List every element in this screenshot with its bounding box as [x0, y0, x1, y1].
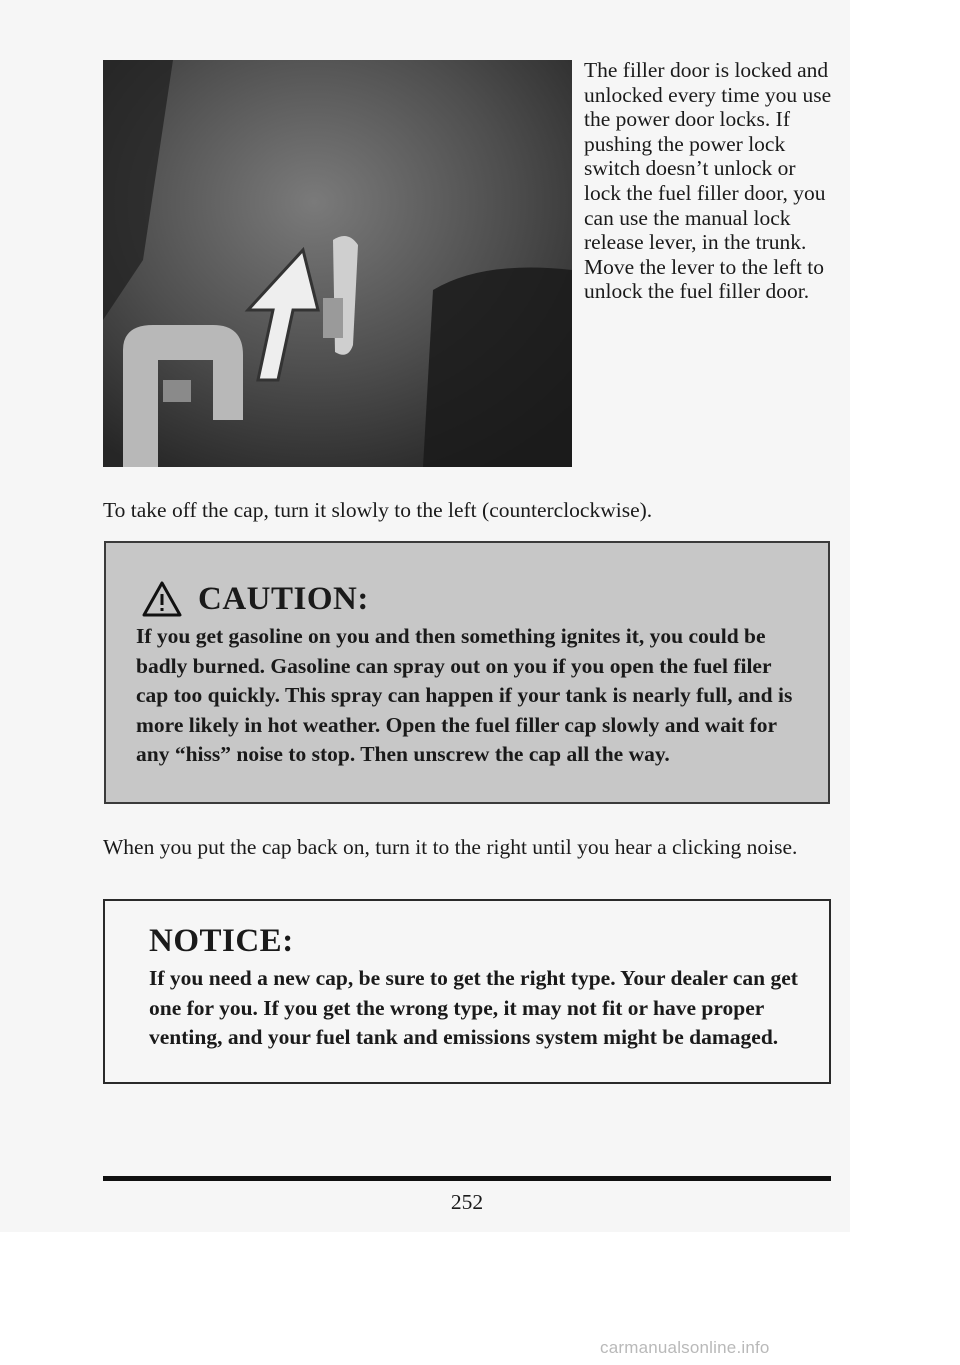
notice-text: If you need a new cap, be sure to get the right type. Your dealer can get one for you. If you get the wrong type, it may not fit or have proper venting, and your fuel tank and emissions system might be damaged.	[149, 966, 798, 1049]
page-number: 252	[450, 1190, 484, 1214]
trunk-release-lever-photo	[103, 60, 572, 467]
lever-photo-illustration	[103, 60, 572, 467]
caution-box	[104, 541, 830, 804]
caution-text: If you get gasoline on you and then something ignites it, you could be badly burned. Gasoline can spray out on you if you open the fuel filer cap too quickly. This spray can happen if your tank is nearly full, and is more likely in hot weather. Open the fuel filler cap slowly and wait for any “hiss” noise to stop. Then unscrew the cap all the way.	[136, 624, 793, 766]
filler-door-description: The filler door is locked and unlocked every time you use the power door locks. If pushing the power lock switch doesn’t unlock or lock the fuel filler door, you can use the manual lock release lever, in the trunk. Move the lever to the left to unlock the fuel filler door.	[584, 58, 832, 304]
remove-cap-instruction: To take off the cap, turn it slowly to the left (counterclockwise).	[103, 498, 653, 522]
notice-title: NOTICE:	[149, 923, 294, 959]
watermark-text: carmanualsonline.info	[600, 1338, 770, 1357]
footer-rule	[103, 1176, 831, 1181]
caution-title: CAUTION:	[198, 581, 369, 617]
warning-triangle-icon	[142, 581, 182, 617]
notice-box	[103, 899, 831, 1084]
replace-cap-instruction: When you put the cap back on, turn it to the right until you hear a clicking noise.	[103, 835, 798, 859]
